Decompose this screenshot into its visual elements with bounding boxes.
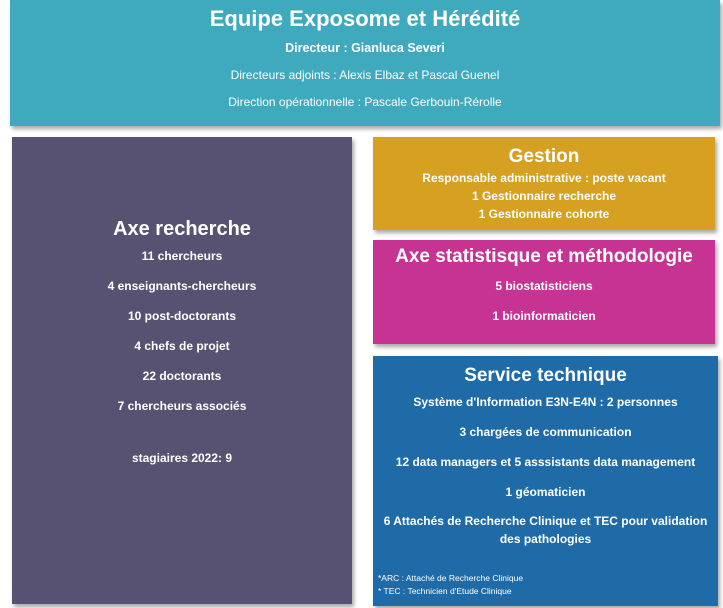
research-axis-box <box>12 137 352 604</box>
stats-item: 5 biostatisticiens <box>495 279 593 293</box>
technical-service-item: 1 géomaticien <box>505 485 586 499</box>
research-axis-item: 22 doctorants <box>142 369 222 383</box>
director-line: Directeur : Gianluca Severi <box>285 41 445 55</box>
footnote-arc: *ARC : Attaché de Recherche Clinique <box>378 573 524 583</box>
research-axis-item: 10 post-doctorants <box>127 309 236 323</box>
operations-director-line: Direction opérationnelle : Pascale Gerbouin-Rérolle <box>228 95 502 109</box>
interns-count: stagiaires 2022: 9 <box>131 451 233 465</box>
management-line: 1 Gestionnaire cohorte <box>478 207 610 221</box>
deputy-directors-line: Directeurs adjoints : Alexis Elbaz et Pascal Guenel <box>230 68 500 82</box>
management-box <box>373 137 715 230</box>
management-line: 1 Gestionnaire recherche <box>471 189 617 203</box>
team-title: Equipe Exposome et Hérédité <box>209 6 521 31</box>
team-header-box <box>10 0 720 126</box>
technical-service-item: 6 Attachés de Recherche Clinique et TEC pour validation des pathologies <box>383 514 708 546</box>
technical-service-item: Système d'Information E3N-E4N : 2 personnes <box>413 395 678 409</box>
stats-item: 1 bioinformaticien <box>492 309 596 323</box>
stats-methodology-box <box>373 240 715 344</box>
footnote-tec: * TEC : Technicien d'Etude Clinique <box>378 586 512 596</box>
technical-service-item: 3 chargées de communication <box>459 425 632 439</box>
management-title: Gestion <box>508 146 580 167</box>
footnotes <box>378 572 523 598</box>
technical-service-box <box>373 356 718 606</box>
technical-service-title: Service technique <box>464 365 627 386</box>
research-axis-item: 7 chercheurs associés <box>117 399 247 413</box>
technical-service-item: 12 data managers et 5 asssistants data management <box>395 455 696 469</box>
research-axis-item: 11 chercheurs <box>141 249 223 263</box>
stats-methodology-title: Axe statistisque et méthodologie <box>395 246 693 267</box>
management-line: Responsable administrative : poste vacant <box>422 171 666 185</box>
research-axis-title: Axe recherche <box>113 218 251 240</box>
research-axis-item: 4 chefs de projet <box>134 339 230 353</box>
research-axis-item: 4 enseignants-chercheurs <box>107 279 257 293</box>
